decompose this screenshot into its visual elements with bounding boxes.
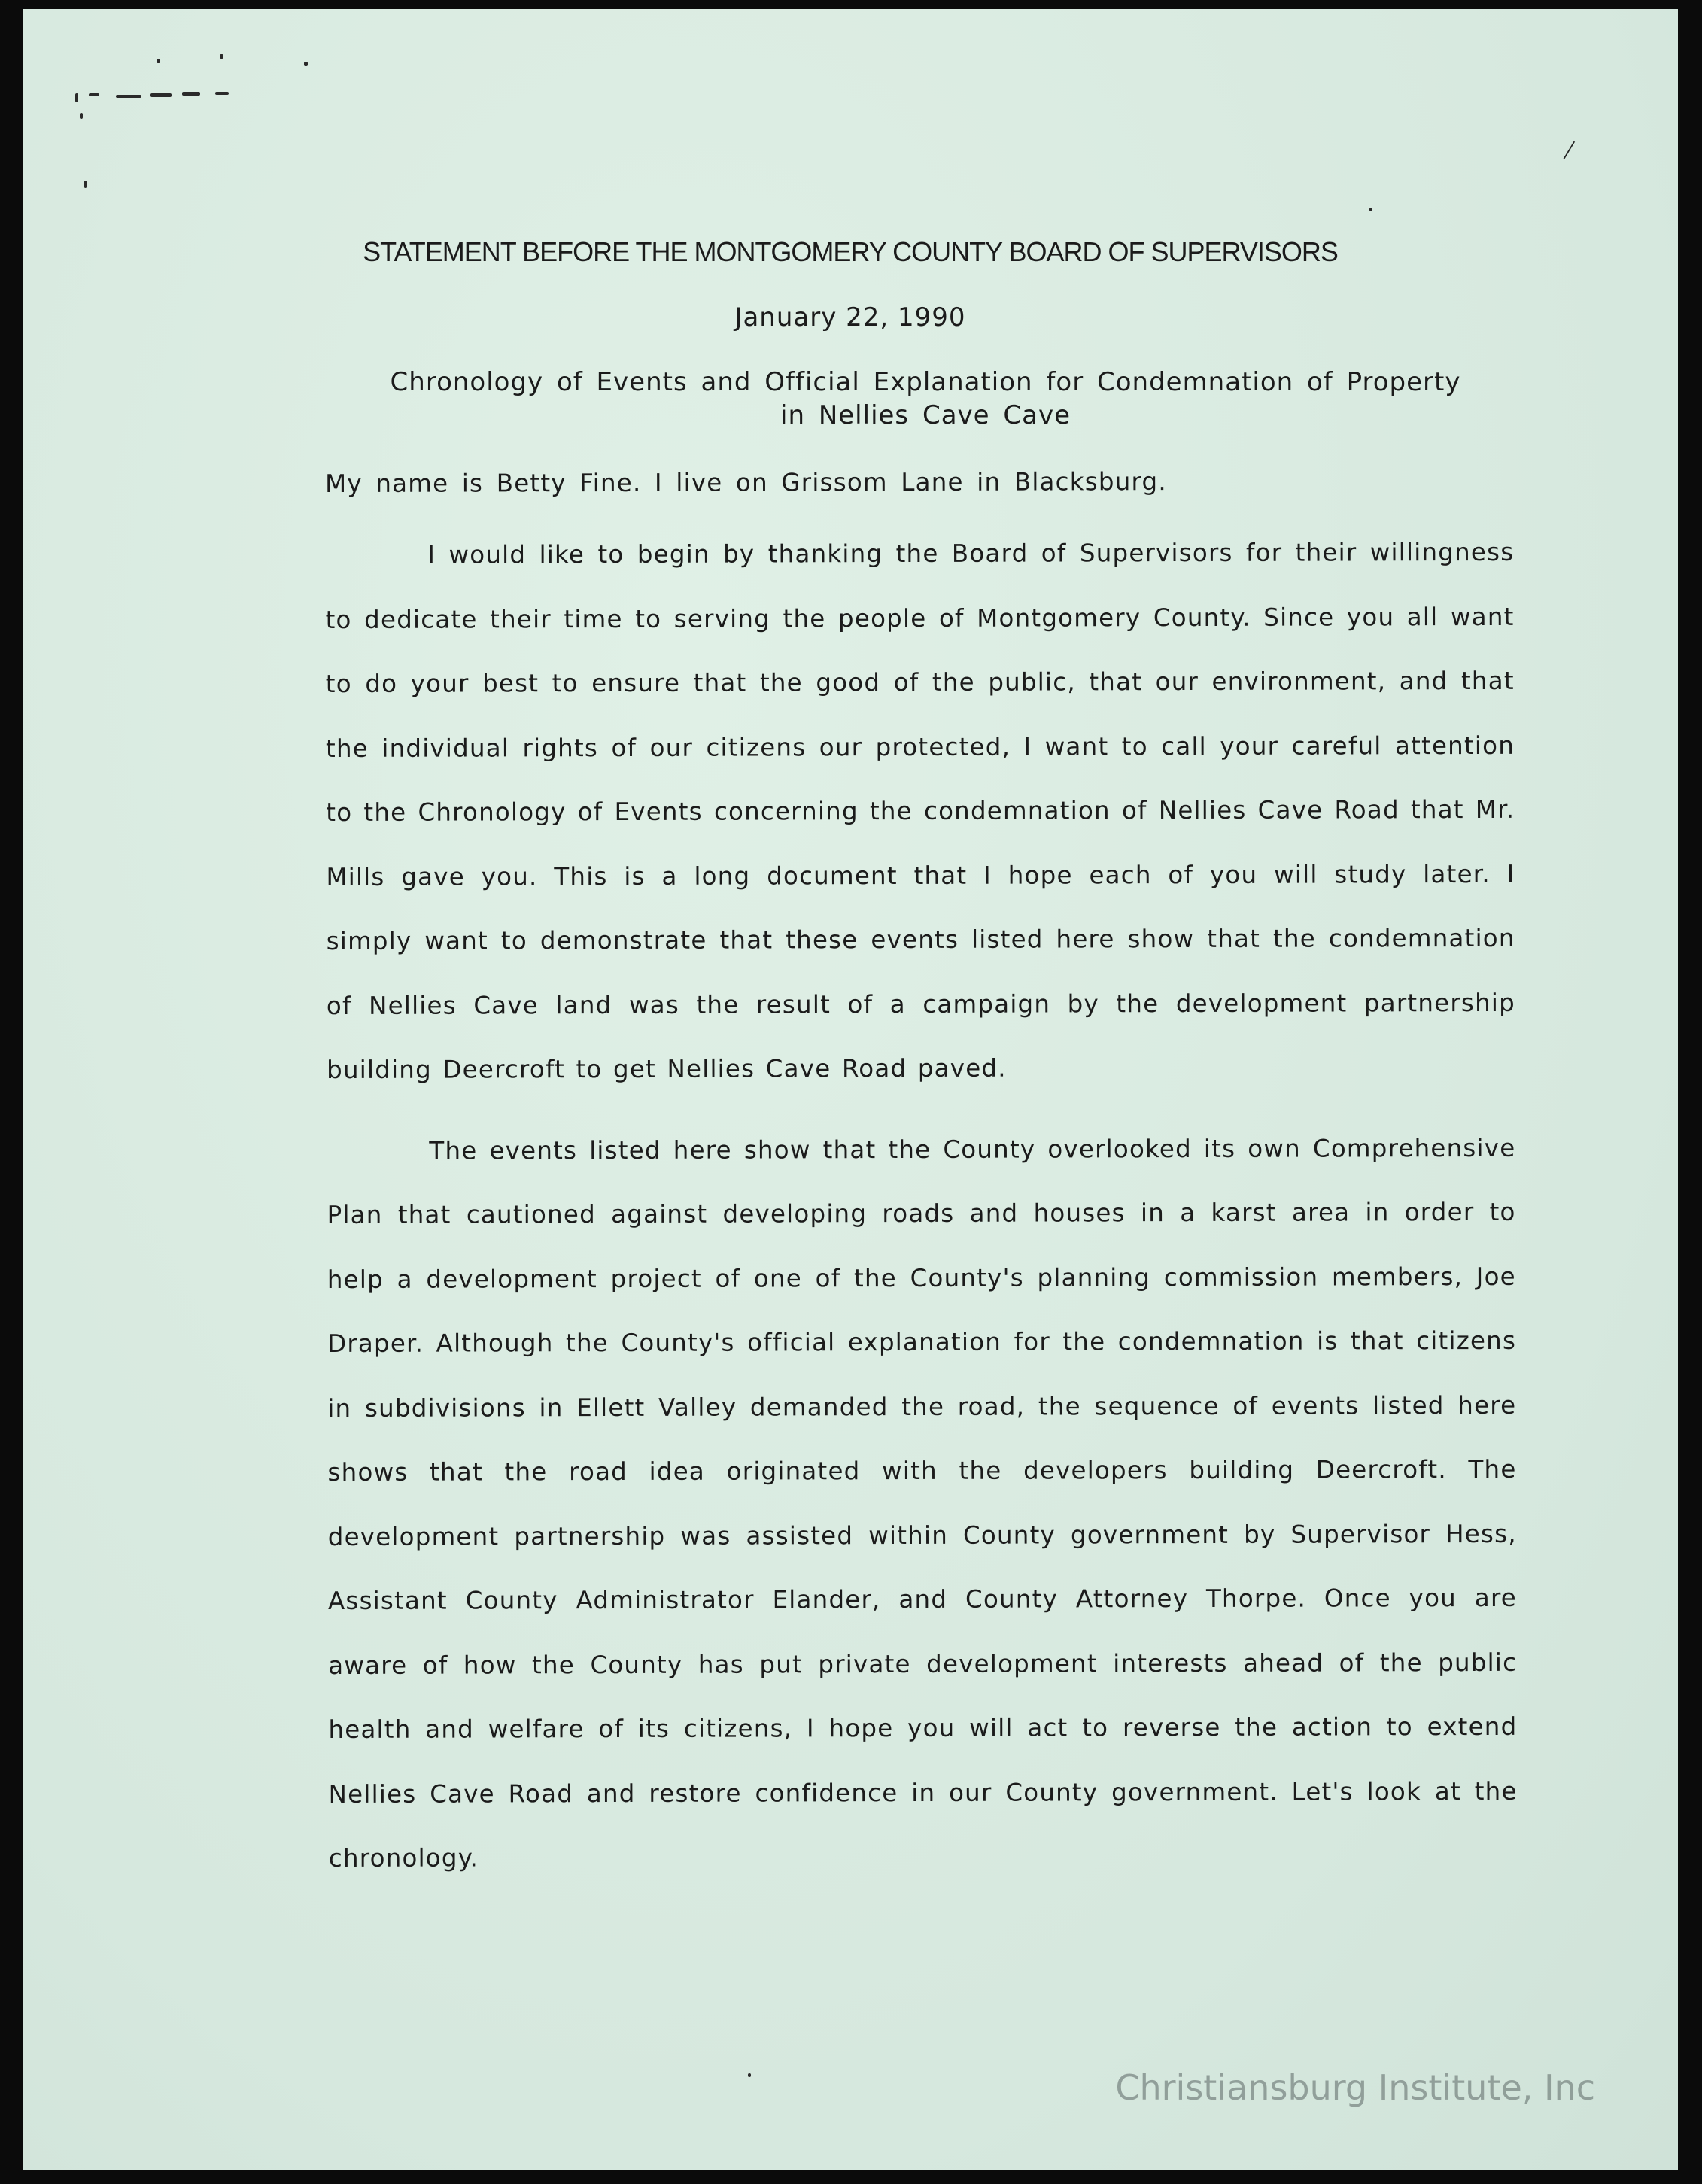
stray-mark <box>182 92 200 96</box>
stray-mark <box>116 95 141 98</box>
body-paragraph: The events listed here show that the County overlooked its own Comprehensive Plan that cautioned against developing roads and houses in a karst area in order to help a development project of one of the County's planning commission members, Joe Draper. Although the County's official explanation for the condemnation is that citizens in subdivisions in Ellett Valley demanded the road, the sequence of events listed here shows that the road idea originated with the developers building Deercroft. The development partnership was assisted within County government by Supervisor Hess, Assistant County Administrator Elander, and County Attorney Thorpe. Once you are aware of how the County has put private development interests ahead of the public health and welfare of its citizens, I hope you will act to reverse the action to extend Nellies Cave Road and restore confidence in our County government. Let's look at the chronology. <box>327 1133 1518 1873</box>
stray-mark <box>150 93 172 97</box>
subtitle-line: Chronology of Events and Official Explanation for Condemnation of Property <box>390 367 1461 397</box>
stray-mark <box>215 92 229 95</box>
page-number-mark: / <box>1561 134 1576 167</box>
stray-mark <box>89 93 99 96</box>
stray-mark <box>1369 208 1372 211</box>
stray-mark <box>304 62 308 66</box>
archive-watermark: Christiansburg Institute, Inc <box>1115 2067 1595 2108</box>
stray-mark <box>84 181 87 188</box>
stray-mark <box>748 2073 751 2077</box>
statement-body <box>325 457 1518 1891</box>
document-title: STATEMENT BEFORE THE MONTGOMERY COUNTY BOARD OF SUPERVISORS <box>363 236 1338 267</box>
document-date: January 22, 1990 <box>734 302 966 333</box>
stray-mark <box>75 93 78 102</box>
body-paragraph: I would like to begin by thanking the Board of Supervisors for their willingness to dedicate their time to serving the people of Montgomery County. Since you all want to do your best to ensure that the good of the public, that our environment, and that the individual rights of our citizens our protected, I want to call your careful attention to the Chronology of Events concerning the condemnation of Nellies Cave Road that Mr. Mills gave you. This is a long document that I hope each of you will study later. I simply want to demonstrate that these events listed here show that the condemnation of Nellies Cave land was the result of a campaign by the development partnership building Deercroft to get Nellies Cave Road paved. <box>325 537 1515 1084</box>
stray-mark <box>157 59 160 63</box>
document-subtitle <box>339 366 1512 432</box>
stray-mark <box>220 54 223 59</box>
paper-sheet <box>23 9 1678 2170</box>
intro-line: My name is Betty Fine. I live on Grissom Lane in Blacksburg. <box>325 467 1167 498</box>
subtitle-line: in Nellies Cave Cave <box>780 400 1071 430</box>
stray-mark <box>80 113 83 119</box>
